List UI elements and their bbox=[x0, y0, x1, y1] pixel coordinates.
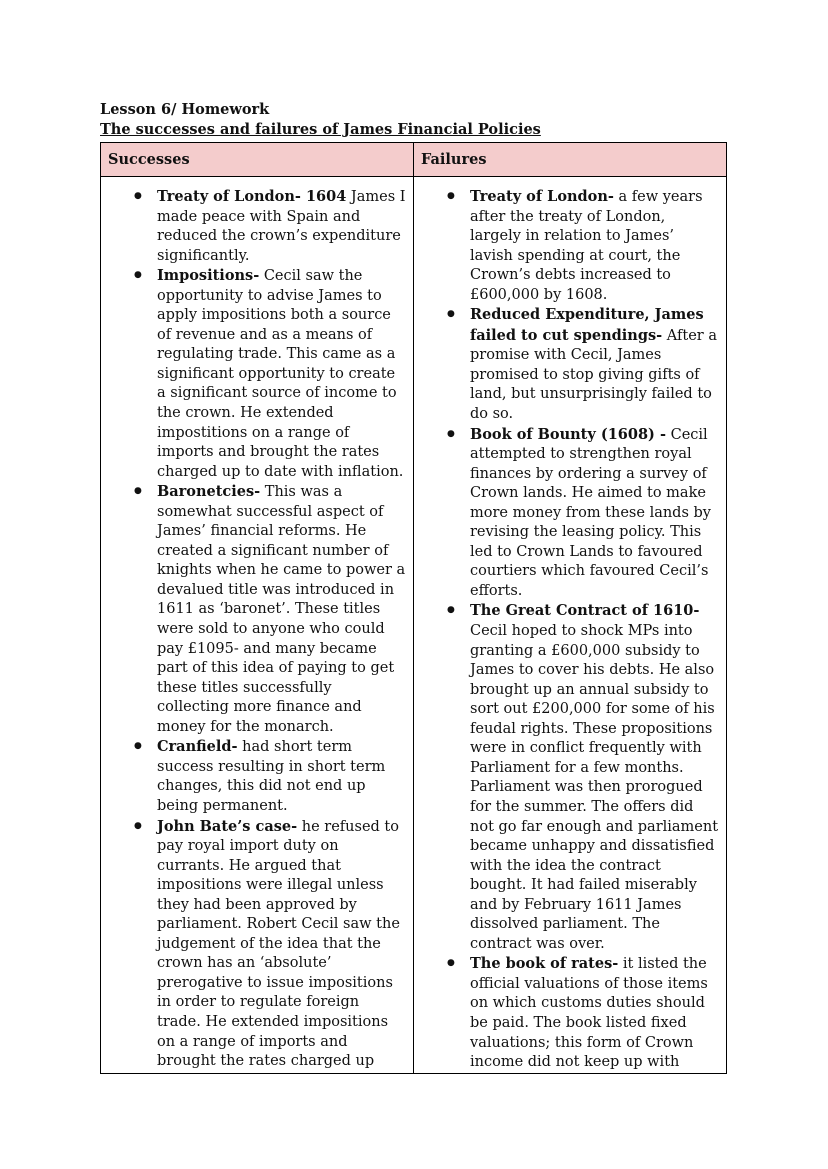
list-item bbox=[420, 187, 720, 305]
item-text: James I made peace with Spain and reduced the crown’s expenditure significantly. bbox=[157, 189, 406, 264]
list-item bbox=[107, 266, 407, 482]
item-heading: Treaty of London- 1604 bbox=[157, 188, 347, 205]
item-text: Cecil saw the opportunity to advise James to apply impositions both a source of revenue and as a means of regulating trade. This came as a significant opportunity to create a significant source of income to the crown. He extended impostitions on a range of imports and brought the rates charged up to date with inflation. bbox=[157, 268, 404, 480]
item-text: a few years after the treaty of London, largely in relation to James’ lavish spending at court, the Crown’s debts increased to £600,000 by 1608. bbox=[470, 189, 703, 303]
item-text: had short term success resulting in short term changes, this did not end up being permanent. bbox=[157, 739, 386, 814]
item-heading: Impositions- bbox=[157, 267, 260, 285]
item-heading: The Great Contract of 1610- bbox=[470, 602, 700, 620]
table-header-row bbox=[101, 143, 727, 177]
item-text: After a promise with Cecil, James promised to stop giving gifts of land, but unsurprisingly failed to do so. bbox=[470, 327, 717, 423]
item-heading: Treaty of London- bbox=[470, 188, 614, 205]
item-heading: Baronetcies- bbox=[157, 483, 261, 501]
item-heading: John Bate’s case- bbox=[157, 817, 298, 835]
list-item bbox=[420, 425, 720, 602]
successes-cell bbox=[101, 177, 414, 1074]
item-text: it listed the official valuations of those items on which customs duties should be paid. The book listed fixed valuations; this form of Crown income did not keep up with bbox=[470, 956, 708, 1071]
item-heading: Reduced Expenditure, James failed to cut spendings- bbox=[470, 306, 704, 344]
successes-list bbox=[107, 187, 407, 1072]
item-heading: The book of rates- bbox=[470, 955, 619, 973]
item-heading: Book of Bounty (1608) - bbox=[470, 425, 666, 443]
failures-list bbox=[420, 187, 720, 1073]
list-item bbox=[107, 817, 407, 1072]
list-item bbox=[107, 187, 407, 266]
list-item bbox=[420, 305, 720, 424]
failures-header: Failures bbox=[414, 143, 727, 177]
table-body-row bbox=[101, 177, 727, 1074]
failures-cell bbox=[414, 177, 727, 1074]
item-heading: Cranfield- bbox=[157, 738, 238, 756]
item-text: Cecil hoped to shock MPs into granting a £600,000 subsidy to James to cover his debts. He also brought up an annual subsidy to sort out £200,000 for some of his feudal rights. These propositions were in conflict frequently with Parliament for a few months. Parliament was then prorogued for the summer. The offers did not go far enough and parliament became unhappy and dissatisfied with the idea the contract bought. It had failed miserably and by February 1611 James dissolved parliament. The contract was over. bbox=[470, 623, 719, 952]
policies-table bbox=[100, 142, 727, 1074]
document-title: The successes and failures of James Financial Policies bbox=[100, 121, 541, 138]
successes-header: Successes bbox=[101, 143, 414, 177]
list-item bbox=[107, 737, 407, 816]
list-item bbox=[420, 601, 720, 954]
item-text: This was a somewhat successful aspect of James’ financial reforms. He created a significant number of knights when he came to power a devalued title was introduced in 1611 as ‘baronet’. These titles were sold to anyone who could pay £1095- and many became part of this idea of paying to get these titles successfully collecting more finance and money for the monarch. bbox=[157, 484, 406, 735]
lesson-heading: Lesson 6/ Homework bbox=[100, 101, 270, 118]
list-item bbox=[420, 954, 720, 1072]
list-item bbox=[107, 482, 407, 737]
item-text: Cecil attempted to strengthen royal finances by ordering a survey of Crown lands. He aimed to make more money from these lands by revising the leasing policy. This led to Crown Lands to favoured courtiers which favoured Cecil’s efforts. bbox=[470, 426, 711, 599]
document bbox=[100, 100, 726, 1074]
item-text: he refused to pay royal import duty on currants. He argued that impositions were illegal unless they had been approved by parliament. Robert Cecil saw the judgement of the idea that the crown has an ‘absolute’ prerogative to issue impositions in order to regulate foreign trade. He extended impositions on a range of imports and brought the rates charged up bbox=[157, 818, 400, 1070]
